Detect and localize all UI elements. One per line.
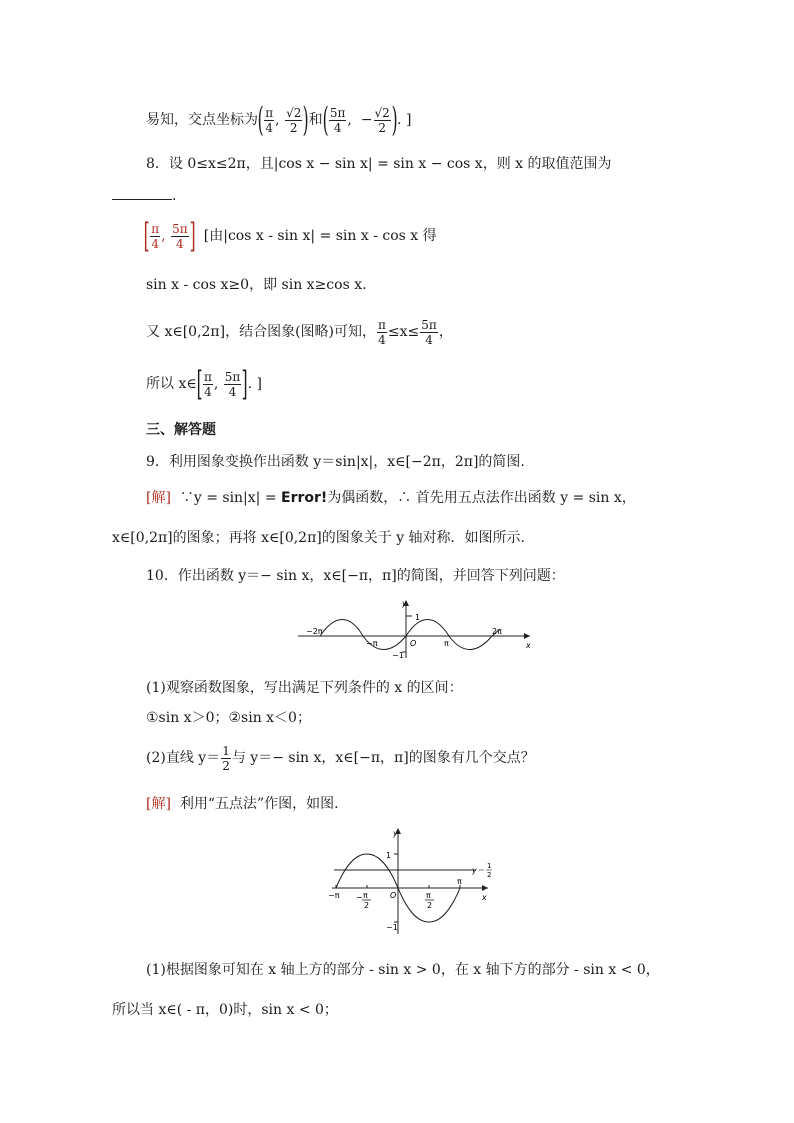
graph2-pi: π (457, 877, 462, 886)
answer-8-line4: 所以 x∈[ $\frac{\pi}{4}$ , $\frac{5\pi}{4}$ ]. ] (146, 364, 262, 404)
question-10: 10．作出函数 y＝− sin x，x∈[−π，π]的简图，并回答下列问题： (146, 568, 565, 584)
graph2-neg-half-pi-d: 2 (364, 901, 370, 910)
solution-10: [解] 利用“五点法”作图，如图. (146, 796, 339, 812)
graph2-neg-one: −1 (386, 923, 398, 932)
graph1-2pi: 2π (492, 627, 502, 636)
graph2-neg-half-pi-n: π (363, 891, 368, 900)
question-8-blank: . (112, 186, 176, 206)
graph2-origin: O (390, 891, 397, 900)
graph1-neg-one: −1 (392, 651, 404, 660)
solution-10-part1b: 所以当 x∈( - π，0)时，sin x < 0； (112, 1002, 338, 1018)
graph1-x-label: x (526, 641, 531, 650)
graph2-one: 1 (386, 851, 392, 860)
solution-9: [解] ∵y = sin|x| = Error!为偶函数，∴ 首先用五点法作出函数 y = sin x， (146, 490, 636, 506)
question-10-part2: (2)直线 y＝ $\frac{1}{2}$ 与 y＝− sin x，x∈[−π，π]的图象有几个交点？ (146, 743, 535, 773)
graph1-origin: O (410, 639, 417, 648)
solution-9-line2: x∈[0,2π]的图象；再将 x∈[0,2π]的图象关于 y 轴对称．如图所示. (112, 530, 526, 546)
graph2-hline-n: 1 (487, 862, 492, 870)
intersection-line: 易知，交点坐标为( $\frac{\pi}{4}$ , $\frac{√2}{2}$ )和( $\frac{5\pi}{4}$ , − $\frac{√2}{2}$ ). ] (146, 100, 412, 140)
graph1-pi: π (444, 639, 449, 648)
graph2-x-label: x (482, 893, 487, 902)
question-10-part1: (1)观察函数图象，写出满足下列条件的 x 的区间： (146, 680, 463, 696)
graph1-negpi: −π (366, 639, 378, 648)
graph2-half-pi-d: 2 (427, 901, 433, 910)
graph2-hline-d: 2 (487, 871, 492, 879)
sine-graph-1 (290, 596, 540, 662)
graph2-hline-label: y＝ (472, 866, 485, 875)
graph2-negpi: −π (328, 891, 340, 900)
answer-8-line3: 又 x∈[0,2π]，结合图象(图略)可知， $\frac{\pi}{4}$ ≤x≤ $\frac{5\pi}{4}$ ， (146, 317, 453, 347)
graph2-half-pi-n: π (426, 891, 431, 900)
graph2-neg-sign: − (356, 893, 363, 902)
question-10-part1b: ①sin x＞0；②sin x＜0； (146, 710, 311, 726)
answer-8: [ $\frac{\pi}{4}$ , $\frac{5\pi}{4}$ ] [由|cos x - sin x| = sin x - cos x 得 (143, 216, 437, 256)
graph1-y-label: y (402, 599, 407, 608)
question-8: 8．设 0≤x≤2π，且|cos x − sin x| = sin x − cos x，则 x 的取值范围为 (146, 156, 612, 172)
graph1-one: 1 (415, 613, 421, 622)
section-heading: 三、解答题 (146, 422, 216, 438)
sine-graph-2 (326, 826, 496, 938)
graph1-neg2pi: −2π (306, 627, 323, 636)
solution-10-part1: (1)根据图象可知在 x 轴上方的部分 - sin x > 0，在 x 轴下方的部分 - sin x < 0， (146, 962, 660, 978)
question-9: 9．利用图象变换作出函数 y＝sin|x|，x∈[−2π，2π]的简图. (146, 454, 525, 470)
answer-8-line2: sin x - cos x≥0，即 sin x≥cos x. (146, 277, 367, 293)
graph2-y-label: y (393, 829, 398, 838)
